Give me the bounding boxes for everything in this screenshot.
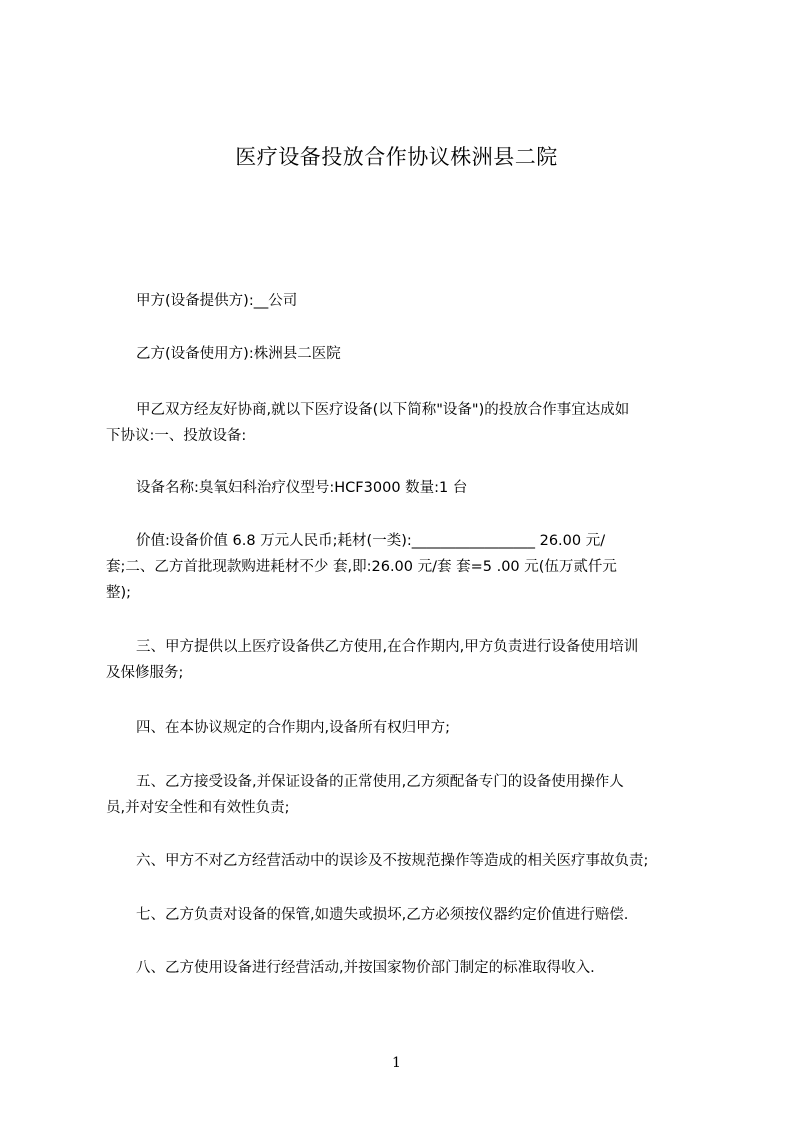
clause-6-line: 六、甲方不对乙方经营活动中的误诊及不按规范操作等造成的相关医疗事故负责; bbox=[136, 853, 649, 869]
intro-line-2: 下协议:一、投放设备: bbox=[106, 428, 247, 444]
party-b-paragraph bbox=[106, 341, 700, 367]
party-a-line: 甲方(设备提供方):__公司 bbox=[136, 293, 298, 309]
price-line-2: 套;二、乙方首批现款购进耗材不少 套,即:26.00 元/套 套=5 .00 元(伍万贰仟元 bbox=[106, 559, 617, 575]
clause-3-paragraph bbox=[106, 634, 700, 686]
clause-3-line-1: 三、甲方提供以上医疗设备供乙方使用,在合作期内,甲方负责进行设备使用培训 bbox=[136, 639, 639, 655]
clause-8-line: 八、乙方使用设备进行经营活动,并按国家物价部门制定的标准取得收入. bbox=[136, 960, 595, 976]
clause-3-line-2: 及保修服务; bbox=[106, 665, 184, 681]
equipment-paragraph bbox=[106, 475, 700, 501]
party-b-line: 乙方(设备使用方):株洲县二医院 bbox=[136, 346, 341, 362]
page-number: 1 bbox=[392, 1055, 401, 1071]
clause-5-line-2: 员,并对安全性和有效性负责; bbox=[106, 800, 290, 816]
clause-5-line-1: 五、乙方接受设备,并保证设备的正常使用,乙方须配备专门的设备使用操作人 bbox=[136, 774, 624, 790]
clause-5-paragraph bbox=[106, 769, 700, 821]
price-line-1: 价值:设备价值 6.8 万元人民币;耗材(一类):_________________ 26.00 元/ bbox=[136, 533, 606, 549]
page-title: 医疗设备投放合作协议株洲县二院 bbox=[235, 145, 558, 169]
price-paragraph bbox=[106, 528, 700, 606]
clause-4-line: 四、在本协议规定的合作期内,设备所有权归甲方; bbox=[136, 720, 450, 736]
clause-8-paragraph bbox=[106, 955, 700, 981]
party-a-paragraph bbox=[106, 288, 700, 314]
clause-6-paragraph bbox=[106, 848, 700, 874]
clause-7-line: 七、乙方负责对设备的保管,如遗失或损坏,乙方必须按仪器约定价值进行赔偿. bbox=[136, 907, 629, 923]
equipment-line: 设备名称:臭氧妇科治疗仪型号:HCF3000 数量:1 台 bbox=[136, 480, 468, 496]
clause-7-paragraph bbox=[106, 902, 700, 928]
clause-4-paragraph bbox=[106, 715, 700, 741]
intro-paragraph bbox=[106, 397, 700, 449]
intro-line-1: 甲乙双方经友好协商,就以下医疗设备(以下简称"设备")的投放合作事宜达成如 bbox=[136, 402, 630, 418]
price-line-3: 整); bbox=[106, 585, 132, 601]
